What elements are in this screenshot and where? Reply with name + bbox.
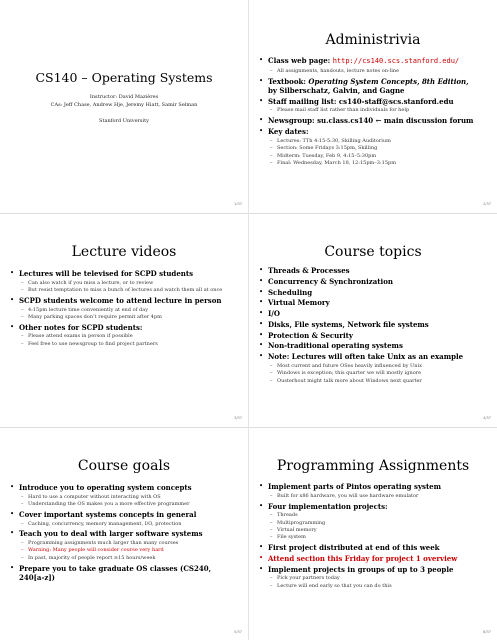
- slide-heading: Administrivia: [325, 32, 421, 48]
- bullet-item: [259, 565, 487, 590]
- topic-item: • Concurrency & Synchronization: [259, 277, 487, 287]
- page-number: 3/37: [234, 416, 242, 420]
- key-dates-item: [259, 127, 487, 167]
- bullet-item: [10, 529, 238, 562]
- bullet-item: [259, 482, 487, 500]
- sub-item: – File system: [268, 534, 487, 541]
- topic-item: • Non-traditional operating systems: [259, 341, 487, 351]
- sub-item: – Ousterhout might talk more about Windows next quarter: [268, 378, 487, 385]
- date-item: – Section: Some Fridays 3:15pm, Skilling: [268, 145, 487, 152]
- page-number: 2/37: [483, 202, 491, 206]
- slide-course-topics: [249, 214, 497, 426]
- textbook-label: Textbook:: [268, 76, 309, 86]
- sub-item: – Lecture will end early so that you can do this: [268, 583, 487, 590]
- slide-programming-assignments: [249, 428, 497, 640]
- date-item: – Final: Wednesday, March 18, 12:15pm–3:15pm: [268, 160, 487, 167]
- warning-item: – Warning: Many people will consider course very hard: [19, 547, 238, 554]
- sub-item: – Virtual memory: [268, 527, 487, 534]
- web-page-label: Class web page:: [268, 56, 333, 65]
- sub-item: – All assignments, handouts, lecture notes on-line: [268, 68, 487, 75]
- page-number: 4/37: [483, 416, 491, 420]
- slide-heading: Programming Assignments: [276, 458, 470, 474]
- page-number: 1/37: [234, 202, 242, 206]
- sub-item: – Many parking spaces don’t require permit after 4pm: [19, 314, 238, 321]
- slide-title: [0, 0, 248, 212]
- staff-list-text: Staff mailing list: cs140-staff@scs.stanford.edu: [268, 96, 454, 106]
- bullet-list: [10, 483, 238, 584]
- sub-item: – Understanding the OS makes you a more effective programmer: [19, 501, 238, 508]
- note-item: [259, 352, 487, 385]
- bullet-text: Teach you to deal with larger software systems: [19, 529, 203, 539]
- sub-item: – Most current and future OSes heavily influenced by Unix: [268, 363, 487, 370]
- slide-heading: Course topics: [324, 244, 422, 260]
- bullet-item: • First project distributed at end of this week: [259, 543, 487, 553]
- sub-item: – Feel free to use newsgroup to find project partners: [19, 341, 238, 348]
- slide-lecture-videos: [0, 214, 248, 426]
- slide-heading: Lecture videos: [71, 244, 177, 260]
- newsgroup-item: • Newsgroup: su.class.cs140 ← main discussion forum: [259, 116, 487, 126]
- sub-item: – Caching, concurrency, memory management, I/O, protection: [19, 521, 238, 528]
- key-dates-label: Key dates:: [268, 127, 309, 137]
- bullet-item: • Prepare you to take graduate OS classes (CS240, 240[a-z]): [10, 564, 238, 583]
- page-number: 5/37: [234, 630, 242, 634]
- university-line: Stanford University: [99, 118, 149, 124]
- bullet-text: Cover important systems concepts in general: [19, 509, 197, 519]
- sub-item: – Programming assignments much larger than many courses: [19, 540, 238, 547]
- date-item: – Midterm: Tuesday, Feb 9, 4:15–5:30pm: [268, 153, 487, 160]
- topic-item: • Threads & Processes: [259, 266, 487, 276]
- title-block: [0, 70, 248, 125]
- bullet-list: [259, 266, 487, 387]
- staff-list-item: [259, 97, 487, 115]
- topic-item: • Scheduling: [259, 288, 487, 298]
- sub-item: – In past, majority of people report ≥15 hours/week: [19, 555, 238, 562]
- page-number: 6/37: [483, 630, 491, 634]
- sub-item: – Threads: [268, 512, 487, 519]
- slide-administrivia: [249, 0, 497, 212]
- textbook-item: [259, 77, 487, 96]
- topic-item: • Protection & Security: [259, 331, 487, 341]
- sub-item: – Hard to use a computer without interacting with OS: [19, 494, 238, 501]
- topic-item: • Virtual Memory: [259, 298, 487, 308]
- web-page-url[interactable]: http://cs140.scs.stanford.edu/: [332, 57, 460, 65]
- bullet-list: [10, 269, 238, 350]
- slide-heading: Course goals: [77, 458, 171, 474]
- textbook-authors: by Silberschatz, Galvin, and Gagne: [268, 86, 405, 96]
- bullet-item: [259, 502, 487, 542]
- bullet-text: SCPD students welcome to attend lecture in person: [19, 295, 222, 305]
- sub-item: – Windows is exception; this quarter we will mostly ignore: [268, 370, 487, 377]
- sub-item: – Can also watch if you miss a lecture, or to review: [19, 280, 238, 287]
- date-item: – Lectures: TTh 4:15-5:30, Skilling Auditorium: [268, 138, 487, 145]
- sub-item: – Built for x86 hardware, you will use hardware emulator: [268, 493, 487, 500]
- sub-item: – Please mail staff list rather than individuals for help: [268, 107, 487, 114]
- bullet-text: Four implementation projects:: [268, 501, 388, 511]
- bullet-list: [259, 56, 487, 169]
- bullet-item: [10, 296, 238, 321]
- highlight-item: • Attend section this Friday for project 1 overview: [259, 554, 487, 564]
- topic-item: • I/O: [259, 309, 487, 319]
- sub-item: – Please attend exams in person if possible: [19, 333, 238, 340]
- instructor-line: Instructor: David Mazières: [89, 94, 159, 100]
- bullet-list: [259, 482, 487, 592]
- course-title: CS140 – Operating Systems: [35, 70, 213, 85]
- bullet-text: Lectures will be televised for SCPD students: [19, 269, 194, 278]
- sub-item: – Pick your partners today: [268, 575, 487, 582]
- bullet-text: Implement parts of Pintos operating system: [268, 482, 442, 491]
- slide-course-goals: [0, 428, 248, 640]
- web-page-item: [259, 56, 487, 75]
- sub-item: – But resist temptation to miss a bunch of lectures and watch them all at once: [19, 287, 238, 294]
- textbook-title: Operating System Concepts, 8th Edition,: [308, 76, 469, 86]
- bullet-text: Implement projects in groups of up to 3 people: [268, 564, 454, 574]
- sub-item: – 4:15pm lecture time conveniently at end of day: [19, 307, 238, 314]
- bullet-item: [10, 269, 238, 294]
- bullet-item: [10, 323, 238, 348]
- bullet-text: Note: Lectures will often take Unix as an example: [268, 352, 464, 362]
- bullet-item: [10, 483, 238, 508]
- bullet-text: Other notes for SCPD students:: [19, 322, 143, 332]
- bullet-text: Introduce you to operating system concepts: [19, 483, 192, 492]
- topic-item: • Disks, File systems, Network file systems: [259, 320, 487, 330]
- cas-line: CAs: Jeff Chase, Andrew Hje, Jeremy Hiatt, Samir Selman: [50, 102, 198, 108]
- bullet-item: [10, 510, 238, 528]
- sub-item: – Multiprogramming: [268, 520, 487, 527]
